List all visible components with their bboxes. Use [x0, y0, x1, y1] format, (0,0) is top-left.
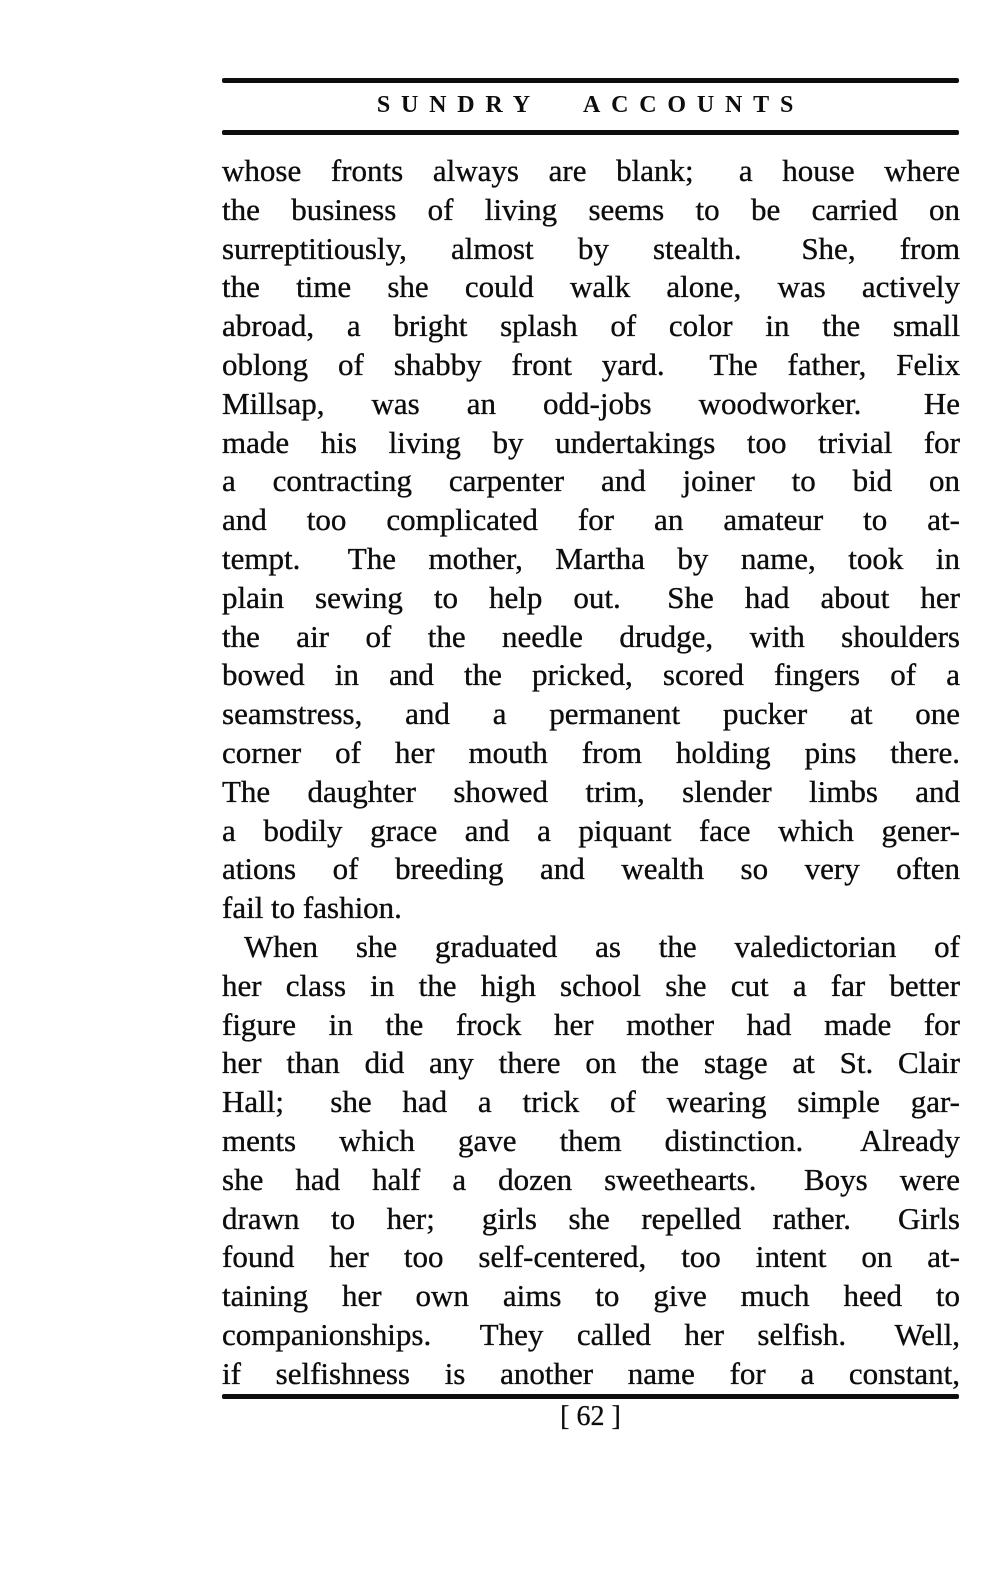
text-line: if selfishness is another name for a constant,	[222, 1355, 960, 1391]
text-line: the time she could walk alone, was actively	[222, 269, 960, 305]
text-line: and too complicated for an amateur to at-	[222, 502, 960, 538]
running-head-title: SUNDRY ACCOUNTS	[376, 92, 805, 118]
text-line: Hall; she had a trick of wearing simple gar-	[222, 1084, 960, 1120]
text-line: ations of breeding and wealth so very often	[222, 851, 960, 887]
text-line: tempt. The mother, Martha by name, took in	[222, 540, 960, 576]
text-line: she had half a dozen sweethearts. Boys were	[222, 1161, 960, 1197]
text-line: her class in the high school she cut a far better	[222, 967, 960, 1003]
text-line: corner of her mouth from holding pins there.	[222, 734, 960, 770]
page-number: [ 62 ]	[560, 1401, 621, 1432]
text-line: seamstress, and a permanent pucker at one	[222, 696, 960, 732]
text-line: taining her own aims to give much heed to	[222, 1278, 960, 1314]
text-line: her than did any there on the stage at St. Clair	[222, 1045, 960, 1081]
text-line: whose fronts always are blank; a house where	[222, 153, 960, 188]
text-line: plain sewing to help out. She had about her	[222, 579, 960, 615]
text-line: bowed in and the pricked, scored fingers of a	[222, 657, 960, 693]
text-line: the air of the needle drudge, with shoulders	[222, 618, 960, 654]
text-line: abroad, a bright splash of color in the small	[222, 308, 960, 344]
text-line: the business of living seems to be carried on	[222, 191, 960, 227]
text-line: companionships. They called her selfish. Well,	[222, 1316, 960, 1352]
text-line: a bodily grace and a piquant face which gener-	[222, 812, 960, 848]
text-line: surreptitiously, almost by stealth. She, from	[222, 230, 960, 266]
text-line: Millsap, was an odd-jobs woodworker. He	[222, 385, 960, 421]
text-line: fail to fashion.	[222, 890, 402, 926]
text-line: figure in the frock her mother had made for	[222, 1006, 960, 1042]
text-line: ments which gave them distinction. Already	[222, 1122, 960, 1158]
header-rule-bottom	[222, 130, 959, 135]
text-line: When she graduated as the valedictorian of	[244, 928, 960, 964]
text-line: oblong of shabby front yard. The father, Felix	[222, 346, 960, 382]
text-line: a contracting carpenter and joiner to bid on	[222, 463, 960, 499]
header-rule-top	[222, 78, 959, 83]
text-line: The daughter showed trim, slender limbs and	[222, 773, 960, 809]
text-line: drawn to her; girls she repelled rather. Girls	[222, 1200, 960, 1236]
text-line: found her too self-centered, too intent on at-	[222, 1239, 960, 1275]
text-line: made his living by undertakings too trivial for	[222, 424, 960, 460]
body-text	[222, 152, 960, 1394]
